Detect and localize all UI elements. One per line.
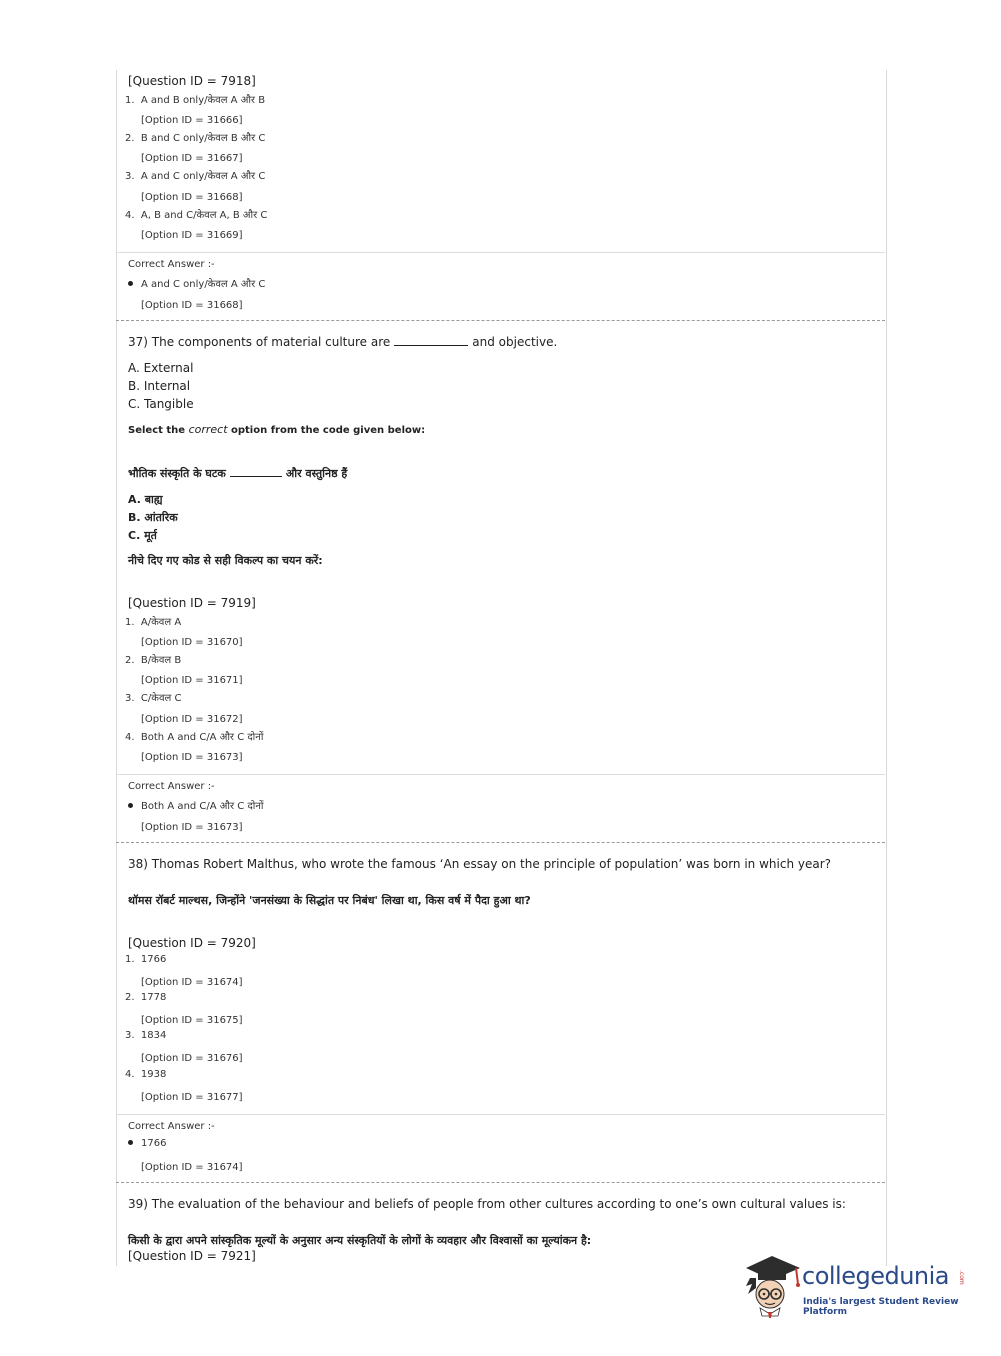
correct-answer: 1766	[128, 1138, 166, 1149]
statement-item: C. Tangible	[128, 397, 194, 411]
question-text-hindi: थॉमस रॉबर्ट माल्थस, जिन्होंने 'जनसंख्या के सिद्धांत पर निबंध' लिखा था, किस वर्ष में पैदा हुआ था?	[128, 894, 531, 907]
option-item: 4. Both A and C/A और C दोनों	[125, 732, 264, 743]
option-id: [Option ID = 31666]	[141, 115, 243, 126]
option-id: [Option ID = 31670]	[141, 637, 243, 648]
question-id: [Question ID = 7919]	[128, 596, 256, 610]
question-id: [Question ID = 7920]	[128, 936, 256, 950]
mascot-icon	[742, 1248, 804, 1318]
option-id: [Option ID = 31676]	[141, 1053, 243, 1064]
correct-option-id: [Option ID = 31673]	[141, 822, 243, 833]
option-item: 1. 1766	[125, 954, 167, 965]
divider	[116, 1114, 885, 1115]
question-text: 38) Thomas Robert Malthus, who wrote the famous ‘An essay on the principle of population’ was born in which year?	[128, 857, 831, 871]
bullet-icon	[128, 281, 133, 286]
question-text-hindi: भौतिक संस्कृति के घटक और वस्तुनिष्ठ हैं	[128, 467, 348, 480]
correct-option-id: [Option ID = 31674]	[141, 1162, 243, 1173]
option-id: [Option ID = 31677]	[141, 1092, 243, 1103]
question-text: 39) The evaluation of the behaviour and beliefs of people from other cultures according to one’s own cultural values is:	[128, 1197, 846, 1211]
option-item: 3. A and C only/केवल A और C	[125, 171, 266, 182]
logo-wordmark: collegedunia	[802, 1262, 950, 1290]
statement-item: A. External	[128, 361, 194, 375]
option-id: [Option ID = 31675]	[141, 1015, 243, 1026]
question-text: 37) The components of material culture are and objective.	[128, 335, 558, 349]
statement-item-hindi: A. बाह्य	[128, 493, 163, 506]
option-item: 1. A/केवल A	[125, 617, 182, 628]
statement-item: B. Internal	[128, 379, 191, 393]
option-item: 2. B/केवल B	[125, 655, 182, 666]
statement-item-hindi: B. आंतरिक	[128, 511, 178, 524]
correct-answer-label: Correct Answer :-	[128, 259, 215, 270]
option-item: 4. A, B and C/केवल A, B और C	[125, 210, 268, 221]
divider	[116, 842, 885, 843]
correct-answer-label: Correct Answer :-	[128, 781, 215, 792]
option-id: [Option ID = 31671]	[141, 675, 243, 686]
correct-option-id: [Option ID = 31668]	[141, 300, 243, 311]
question-id: [Question ID = 7918]	[128, 74, 256, 88]
select-instruction-hindi: नीचे दिए गए कोड से सही विकल्प का चयन करें:	[128, 554, 323, 567]
question-text-hindi: किसी के द्वारा अपने सांस्कृतिक मूल्यों के अनुसार अन्य संस्कृतियों के लोगों के व्यवहार और विश्वासों का मूल्यांकन है:	[128, 1234, 592, 1247]
option-item: 1. A and B only/केवल A और B	[125, 95, 266, 106]
logo-tagline: India's largest Student Review Platform	[803, 1297, 959, 1317]
option-id: [Option ID = 31673]	[141, 752, 243, 763]
statement-item-hindi: C. मूर्त	[128, 529, 157, 542]
option-item: 2. 1778	[125, 992, 167, 1003]
correct-answer: Both A and C/A और C दोनों	[128, 798, 264, 812]
option-id: [Option ID = 31674]	[141, 977, 243, 988]
logo-domain: .com	[958, 1270, 965, 1285]
page-frame	[116, 70, 887, 1266]
option-id: [Option ID = 31667]	[141, 153, 243, 164]
divider	[116, 1182, 885, 1183]
divider	[116, 320, 885, 321]
option-id: [Option ID = 31668]	[141, 192, 243, 203]
option-id: [Option ID = 31672]	[141, 714, 243, 725]
option-id: [Option ID = 31669]	[141, 230, 243, 241]
correct-answer-label: Correct Answer :-	[128, 1121, 215, 1132]
divider	[116, 774, 885, 775]
divider	[116, 252, 885, 253]
option-item: 2. B and C only/केवल B और C	[125, 133, 266, 144]
bullet-icon	[128, 1140, 133, 1145]
select-instruction: Select the correct option from the code given below:	[128, 423, 426, 436]
option-item: 3. C/केवल C	[125, 693, 182, 704]
option-item: 4. 1938	[125, 1069, 167, 1080]
collegedunia-logo	[742, 1248, 972, 1318]
question-id: [Question ID = 7921]	[128, 1249, 256, 1263]
bullet-icon	[128, 803, 133, 808]
correct-answer: A and C only/केवल A और C	[128, 276, 265, 290]
option-item: 3. 1834	[125, 1030, 167, 1041]
